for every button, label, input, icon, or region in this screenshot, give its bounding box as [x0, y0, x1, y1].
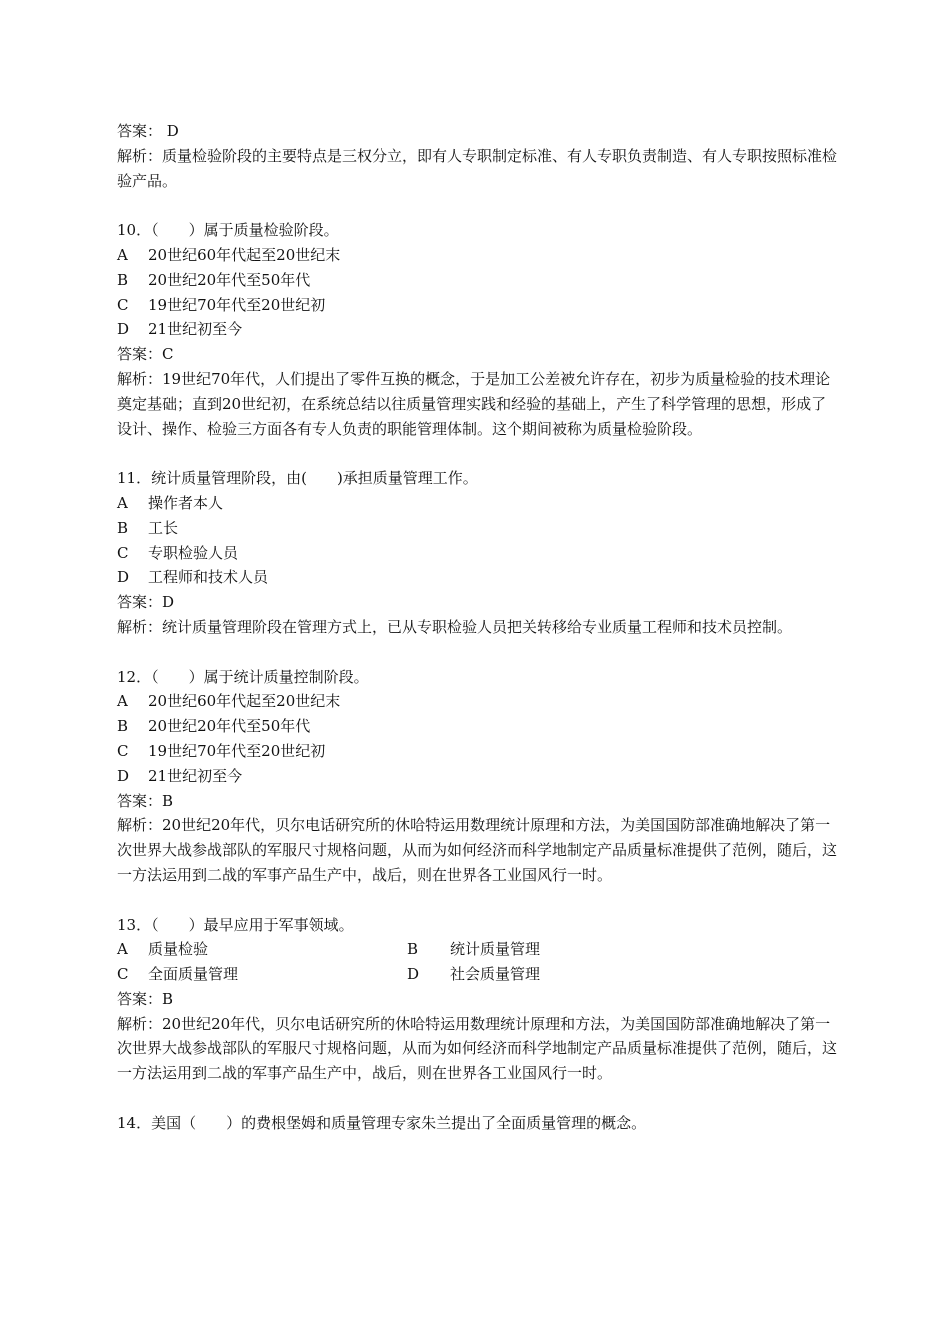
question-14-stem: 14．美国（ ）的费根堡姆和质量管理专家朱兰提出了全面质量管理的概念。 [117, 1113, 647, 1132]
question-10-answer: 答案：C [117, 345, 174, 364]
option-letter: C [117, 295, 129, 314]
question-11-option-c [117, 541, 837, 566]
question-12-option-b [117, 714, 837, 739]
option-text: 全面质量管理 [148, 965, 239, 984]
option-letter: C [117, 741, 129, 760]
option-text: 社会质量管理 [450, 965, 541, 984]
spacer [117, 193, 837, 218]
option-letter: D [407, 965, 420, 984]
option-letter: C [117, 543, 129, 562]
option-letter: A [117, 940, 128, 959]
question-13-stem: 13．（ ）最早应用于军事领域。 [117, 915, 354, 934]
question-13-option-d [407, 962, 697, 987]
option-text: 20世纪60年代起至20世纪末 [148, 692, 341, 711]
question-12-stem: 12．（ ）属于统计质量控制阶段。 [117, 667, 369, 686]
option-text: 20世纪20年代至50年代 [148, 270, 311, 289]
question-12-analysis: 解析：20世纪20年代，贝尔电话研究所的休哈特运用数理统计原理和方法，为美国国防部准确地解决了第一次世界大战参战部队的军服尺寸规格问题，从而为如何经济而科学地制定产品质量标准提供了范例，随后，这一方法运用到二战的军事产品生产中，战后，则在世界各工业国风行一时。 [117, 816, 838, 884]
option-letter: B [117, 270, 129, 289]
option-letter: D [117, 568, 130, 587]
question-13-answer: 答案：B [117, 989, 174, 1008]
option-text: 19世纪70年代至20世纪初 [148, 741, 326, 760]
question-11-analysis: 解析：统计质量管理阶段在管理方式上，已从专职检验人员把关转移给专业质量工程师和技术员控制。 [117, 617, 793, 636]
option-text: 操作者本人 [148, 493, 224, 512]
option-letter: D [117, 766, 130, 785]
question-11-option-d [117, 565, 837, 590]
option-text: 20世纪20年代至50年代 [148, 717, 311, 736]
option-text: 质量检验 [148, 940, 209, 959]
document-page [117, 119, 837, 1136]
option-text: 19世纪70年代至20世纪初 [148, 295, 326, 314]
option-text: 21世纪初至今 [148, 320, 243, 339]
analysis-prev: 解析：质量检验阶段的主要特点是三权分立，即有人专职制定标准、有人专职负责制造、有人专职按照标准检验产品。 [117, 146, 838, 190]
question-12-option-c [117, 739, 837, 764]
question-13-analysis: 解析：20世纪20年代，贝尔电话研究所的休哈特运用数理统计原理和方法，为美国国防部准确地解决了第一次世界大战参战部队的军服尺寸规格问题，从而为如何经济而科学地制定产品质量标准提供了范例，随后，这一方法运用到二战的军事产品生产中，战后，则在世界各工业国风行一时。 [117, 1014, 838, 1083]
option-letter: D [117, 320, 130, 339]
question-13-option-c [117, 962, 407, 987]
option-letter: C [117, 965, 129, 984]
question-13-option-b [407, 937, 697, 962]
spacer [117, 640, 837, 665]
option-letter: A [117, 692, 128, 711]
question-11-option-a [117, 491, 837, 516]
option-text: 21世纪初至今 [148, 766, 243, 785]
option-text: 专职检验人员 [148, 543, 239, 562]
question-10-option-a [117, 243, 837, 268]
option-letter: A [117, 245, 128, 264]
question-12-option-a [117, 689, 837, 714]
question-10-option-d [117, 317, 837, 342]
question-11-answer: 答案：D [117, 593, 175, 612]
option-letter: B [407, 940, 419, 959]
question-13-option-a [117, 937, 407, 962]
spacer [117, 888, 837, 913]
question-12-answer: 答案：B [117, 791, 174, 810]
option-text: 统计质量管理 [450, 940, 541, 959]
question-10-stem: 10．（ ）属于质量检验阶段。 [117, 221, 339, 240]
question-10-option-c [117, 293, 837, 318]
option-letter: B [117, 518, 129, 537]
option-text: 工长 [148, 518, 179, 537]
question-12-option-d [117, 764, 837, 789]
question-11-stem: 11．统计质量管理阶段，由( )承担质量管理工作。 [117, 469, 478, 488]
answer-prev: 答案： D [117, 122, 179, 140]
question-10-analysis: 解析：19世纪70年代，人们提出了零件互换的概念，于是加工公差被允许存在，初步为质量检验的技术理论奠定基础；直到20世纪初，在系统总结以往质量管理实践和经验的基础上，产生了科学管理的思想，形成了设计、操作、检验三方面各有专人负责的职能管理体制。这个期间被称为质量检验阶段。 [117, 369, 831, 438]
option-text: 工程师和技术人员 [148, 568, 269, 587]
option-text: 20世纪60年代起至20世纪末 [148, 245, 341, 264]
question-13-options-row-2 [117, 962, 837, 987]
spacer [117, 1086, 837, 1111]
question-10-option-b [117, 268, 837, 293]
question-13-options-row-1 [117, 937, 837, 962]
spacer [117, 441, 837, 466]
question-11-option-b [117, 516, 837, 541]
option-letter: A [117, 493, 128, 512]
option-letter: B [117, 717, 129, 736]
